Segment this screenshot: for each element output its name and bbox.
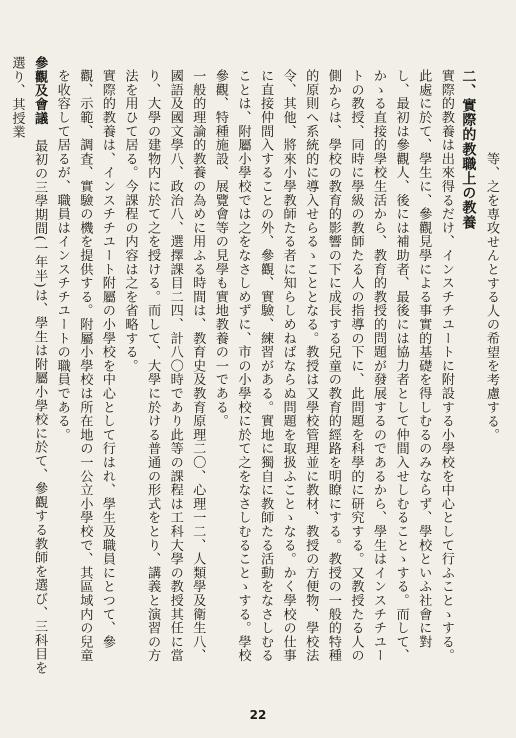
section-heading: 二、實際的教職上の教養: [460, 69, 477, 230]
paragraph: 實際的教養は出來得るだけ、インスチチユートに附設する小學校を中心として行ふことゝする。此處に於て、學生に、參觀見學による事實的基礎を得しむるのみならず、學校といふ社會に對し、最初は參觀人、後には補助者、最後には協力者として仲間入せしむることゝする。而して、かゝる直接的學校生活から、教育的教授的問題が發展するのであるから、學生はインスチチユートの教授、同時に學級の教師たる人の指導の下に、此問題を科學的に研究する。又教授たる人の側からは、學校の教育的影響の下に成長する兒童の教育的經路を明瞭にする。教授の一般的特種的原則へ系統的に導入せらるゝこととなる。教授は又學校管理並に教材、教授の方便物、學校法令、其他、將來小學教師たる者に知らしめねばならぬ問題を取扱ふことゝなる。かく學校の仕事に直接仲間入することの外、參觀、實驗、練習がある。實地に獨自に教師たる活動をなさしむることは、附屬小學校では之をなさしめずに、市の小學校に於て之をなさしむることゝする。學校參觀、特種施設、展覽會等の見學も實地教養の一である。: [212, 69, 454, 663]
runin-text: 最初の三學期間(一年半)は、學生は附屬小學校に於て、參觀する教師を選び、三科目を選り、其授業: [9, 56, 48, 675]
paragraph-continuation: 等、之を専攻せんとする人の希望を考慮する。: [484, 152, 499, 442]
runin-heading: 參觀及會議: [32, 56, 48, 125]
paragraph-runin: [5, 56, 50, 676]
vertical-text-body: [9, 56, 502, 676]
paragraph: 實際的教養は、インスチチユート附屬の小學校を中心として行はれ、學生及職員にとつて、參觀、示範、調査、實驗の機を提供する。附屬小學校は所在地の一公立小學校で、其區域内の兒童を收容して居るが、職員はインスチチユートの職員である。: [54, 69, 115, 663]
paragraph: 一般的理論的教養の為めに用ふる時間は、教育史及教育原理二〇、心理一二、人類學及衛生八、國語及國文學八、政治八、選擇課目二四、計八〇時であり此等の課程は工科大學の教授其任に當り、大學の建物内に於て之を授ける。而して、大學に於ける普通の形式をとり、講義と演習の方法を用ひて居る。今課程の内容は之を省略する。: [122, 69, 206, 663]
page-number: 22: [249, 708, 267, 722]
